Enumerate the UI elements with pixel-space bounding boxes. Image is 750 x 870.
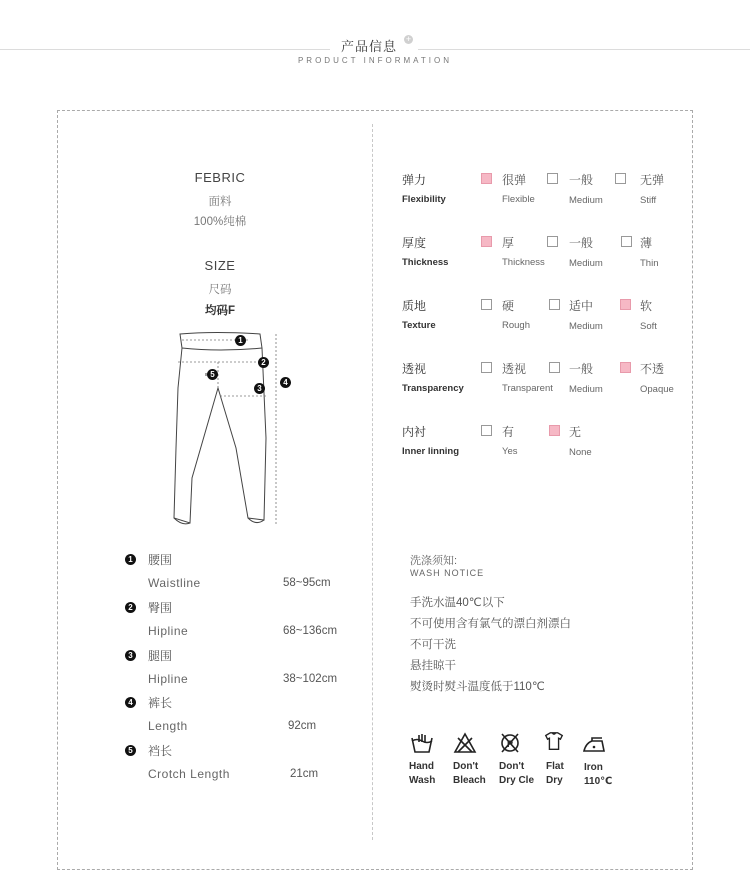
measure-value: 38~102cm: [283, 673, 338, 685]
option-label-cn: 软: [640, 299, 653, 313]
measure-value: 58~95cm: [283, 577, 331, 589]
option-label-en: Medium: [569, 258, 603, 269]
marker-length: 4: [280, 377, 291, 388]
section-title: 产品信息: [341, 39, 398, 54]
measure-label-cn: 裆长: [148, 744, 173, 758]
property-label-en: Transparency: [402, 383, 464, 394]
option-checkbox[interactable]: [620, 299, 631, 310]
property-label-cn: 透视: [402, 362, 427, 376]
measure-label-en: Waistline: [148, 576, 201, 590]
option-checkbox[interactable]: [621, 236, 632, 247]
option-label-en: Medium: [569, 321, 603, 332]
option-label-en: Yes: [502, 446, 518, 457]
option-label-cn: 一般: [569, 236, 594, 250]
option-label-en: Flexible: [502, 194, 535, 205]
option-label-cn: 无弹: [640, 173, 665, 187]
option-label-en: Medium: [569, 195, 603, 206]
column-divider: [372, 124, 373, 840]
measure-num: 1: [125, 554, 136, 565]
measure-num: 3: [125, 650, 136, 661]
measure-num: 5: [125, 745, 136, 756]
option-label-cn: 有: [502, 425, 515, 439]
property-label-cn: 内衬: [402, 425, 427, 439]
option-label-cn: 很弹: [502, 173, 527, 187]
option-checkbox[interactable]: [547, 236, 558, 247]
measure-label-en: Crotch Length: [148, 767, 230, 781]
option-checkbox[interactable]: [620, 362, 631, 373]
property-label-en: Flexibility: [402, 194, 446, 205]
property-label-en: Thickness: [402, 257, 449, 268]
flat-dry-icon: [542, 730, 566, 752]
property-label-en: Texture: [402, 320, 436, 331]
wash-line: 不可干洗: [410, 639, 456, 651]
wash-line: 不可使用含有氯气的漂白剂漂白: [410, 618, 571, 630]
marker-hip: 2: [258, 357, 269, 368]
care-label-hand-wash: Hand Wash: [409, 761, 436, 786]
size-value: 均码F: [204, 305, 236, 317]
option-label-en: None: [569, 447, 592, 458]
measure-label-cn: 裤长: [148, 696, 173, 710]
care-label-no-dry-clean: Don't Dry Cle: [499, 761, 535, 786]
option-label-en: Medium: [569, 384, 603, 395]
property-label-cn: 质地: [402, 299, 427, 313]
size-heading-cn: 尺码: [208, 284, 232, 296]
measure-label-en: Length: [148, 719, 188, 733]
option-label-en: Soft: [640, 321, 657, 332]
option-label-en: Opaque: [640, 384, 674, 395]
option-checkbox[interactable]: [481, 299, 492, 310]
option-checkbox[interactable]: [481, 236, 492, 247]
option-checkbox[interactable]: [481, 425, 492, 436]
measure-label-cn: 腰围: [148, 553, 173, 567]
marker-thigh: 3: [254, 383, 265, 394]
plus-circle-icon: +: [405, 34, 412, 44]
option-label-en: Thickness: [502, 257, 545, 268]
option-checkbox[interactable]: [549, 425, 560, 436]
header-line-left: [0, 49, 330, 50]
hand-wash-icon: [410, 732, 434, 754]
header-line-right: [418, 49, 750, 50]
option-checkbox[interactable]: [481, 362, 492, 373]
option-label-cn: 薄: [640, 236, 653, 250]
measure-num: 4: [125, 697, 136, 708]
option-label-en: Stiff: [640, 195, 657, 206]
no-dry-clean-icon: [498, 732, 522, 754]
option-label-cn: 一般: [569, 173, 594, 187]
option-checkbox[interactable]: [547, 173, 558, 184]
property-label-cn: 弹力: [402, 173, 427, 187]
section-subtitle: PRODUCT INFORMATION: [297, 56, 453, 65]
measure-num: 2: [125, 602, 136, 613]
option-label-cn: 厚: [502, 236, 515, 250]
option-checkbox[interactable]: [549, 362, 560, 373]
pants-diagram: [170, 328, 300, 533]
svg-text:P: P: [506, 739, 514, 749]
option-checkbox[interactable]: [481, 173, 492, 184]
measure-label-en: Hipline: [148, 624, 189, 638]
measure-value: 68~136cm: [283, 625, 338, 637]
wash-subtitle: WASH NOTICE: [410, 568, 485, 578]
fabric-heading: FEBRIC: [194, 170, 246, 185]
care-label-no-bleach: Don't Bleach: [453, 761, 486, 786]
measure-value: 92cm: [288, 720, 317, 732]
option-label-cn: 无: [569, 425, 582, 439]
measure-value: 21cm: [290, 768, 319, 780]
property-label-cn: 厚度: [402, 236, 427, 250]
option-label-en: Thin: [640, 258, 659, 269]
size-heading: SIZE: [204, 258, 236, 273]
marker-waist: 1: [235, 335, 246, 346]
option-label-cn: 硬: [502, 299, 515, 313]
fabric-value: 100%纯棉: [193, 216, 247, 228]
option-checkbox[interactable]: [549, 299, 560, 310]
property-label-en: Inner linning: [402, 446, 459, 457]
measure-label-cn: 腿围: [148, 649, 173, 663]
measure-label-en: Hipline: [148, 672, 189, 686]
no-bleach-icon: [453, 732, 477, 754]
option-label-cn: 一般: [569, 362, 594, 376]
fabric-heading-cn: 面料: [208, 196, 232, 208]
option-label-cn: 不透: [640, 362, 665, 376]
option-label-cn: 透视: [502, 362, 527, 376]
iron-icon: [582, 734, 606, 756]
wash-line: 悬挂晾干: [410, 660, 456, 672]
wash-line: 熨烫时熨斗温度低于110℃: [410, 681, 545, 693]
care-label-iron: Iron 110℃: [584, 762, 613, 787]
marker-crotch: 5: [207, 369, 218, 380]
option-checkbox[interactable]: [615, 173, 626, 184]
wash-line: 手洗水温40℃以下: [410, 597, 505, 609]
option-label-cn: 适中: [569, 299, 594, 313]
option-label-en: Transparent: [502, 383, 553, 394]
wash-title: 洗涤须知:: [410, 555, 458, 567]
measure-label-cn: 臀围: [148, 601, 173, 615]
option-label-en: Rough: [502, 320, 530, 331]
care-label-flat-dry: Flat Dry: [546, 761, 564, 786]
